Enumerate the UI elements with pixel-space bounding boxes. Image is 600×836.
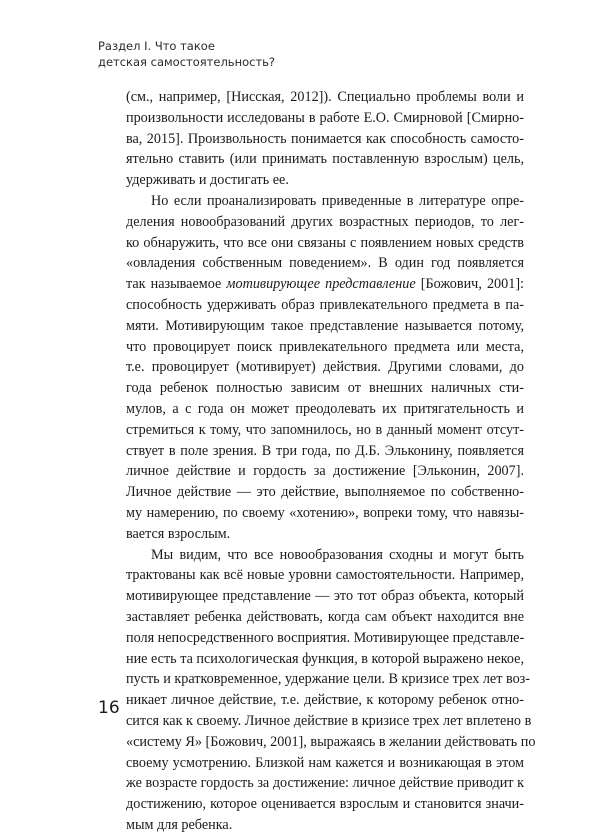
text-line: «систему Я» [Божович, 2001], выражаясь в желании действовать по (126, 733, 536, 750)
text-line: «овладения собственным поведением». В один год появляется (126, 255, 524, 272)
paragraph-2 (126, 191, 524, 545)
text-line: ние есть та психологическая функция, в которой выражено некое, (126, 650, 524, 667)
text-line: му намерению, по своему «хотению», вопреки тому, что навязы- (126, 504, 524, 521)
text-fragment: [Божович, 2001]: (415, 276, 524, 293)
text-line: заставляет ребенка действовать, когда сам объект находится вне (126, 608, 524, 625)
text-line: способность удерживать образ привлекательного предмета в па- (126, 296, 524, 313)
text-line: стремиться к тому, что запомнилось, но в данный момент отсут- (126, 421, 524, 438)
text-line: т.е. провоцирует (мотивирует) действия. Другими словами, до (126, 359, 524, 376)
body-text (126, 87, 536, 836)
text-line: Но если проанализировать приведенные в литературе опре- (151, 192, 524, 209)
text-line: Мы видим, что все новообразования сходны и могут быть (151, 546, 524, 563)
text-line: достижению, которое оценивается взрослым и становится значи- (126, 796, 524, 813)
text-line: что провоцирует поиск привлекательного предмета или места, (126, 338, 524, 355)
text-fragment: так называемое (126, 276, 227, 293)
running-head-line-1: Раздел I. Что такое (98, 39, 215, 53)
text-line: ва, 2015]. Произвольность понимается как способность самосто- (126, 130, 524, 147)
text-line: мяти. Мотивирующим такое представление называется потому, (126, 317, 524, 334)
text-line: вается взрослым. (126, 525, 231, 542)
text-line: произвольности исследованы в работе Е.О. Смирновой [Смирно- (126, 109, 524, 126)
text-line: своему усмотрению. Близкой нам кажется и возникающая в этом (126, 754, 524, 771)
text-line: пусть и кратковременное, удержание цели. В кризисе трех лет воз- (126, 671, 530, 688)
text-line: ятельно ставить (или принимать поставленную взрослым) цель, (126, 151, 524, 168)
paragraph-1 (126, 87, 524, 191)
running-head-line-2: детская самостоятельность? (98, 55, 276, 69)
text-line: года ребенок полностью зависим от внешних наличных сти- (126, 380, 524, 397)
text-line: мотивирующее представление — это тот образ объекта, который (126, 588, 524, 605)
page-number: 16 (98, 698, 120, 718)
text-line-with-term (126, 274, 524, 295)
text-line: ствует в поле зрения. В три года, по Д.Б. Эльконину, появляется (126, 442, 524, 459)
italic-term: мотивирующее представление (226, 276, 416, 293)
text-line: деления новообразований других возрастных периодов, то лег- (126, 213, 524, 230)
text-line: удерживать и достигать ее. (126, 172, 289, 189)
text-line: же возрасте гордость за достижение: личное действие приводит к (126, 775, 524, 792)
text-line: (см., например, [Нисская, 2012]). Специально проблемы воли и (126, 89, 524, 105)
text-line: Личное действие — это действие, выполняемое по собственно- (126, 484, 524, 501)
text-line: трактованы как всё новые уровни самостоятельности. Например, (126, 567, 524, 584)
text-line: мым для ребенка. (126, 816, 233, 833)
text-line: личное действие и гордость за достижение [Эльконин, 2007]. (126, 463, 524, 480)
paragraph-3 (126, 545, 536, 836)
text-line: сится как к своему. Личное действие в кризисе трех лет вплетено в (126, 712, 532, 729)
running-head (98, 38, 518, 70)
text-line: ко обнаружить, что все они связаны с появлением новых средств (126, 234, 524, 251)
text-line: мулов, а с года он может преодолевать их притягательность и (126, 400, 524, 417)
text-line: поля непосредственного восприятия. Мотивирующее представле- (126, 629, 525, 646)
text-line: никает личное действие, т.е. действие, к которому ребенок отно- (126, 692, 524, 709)
